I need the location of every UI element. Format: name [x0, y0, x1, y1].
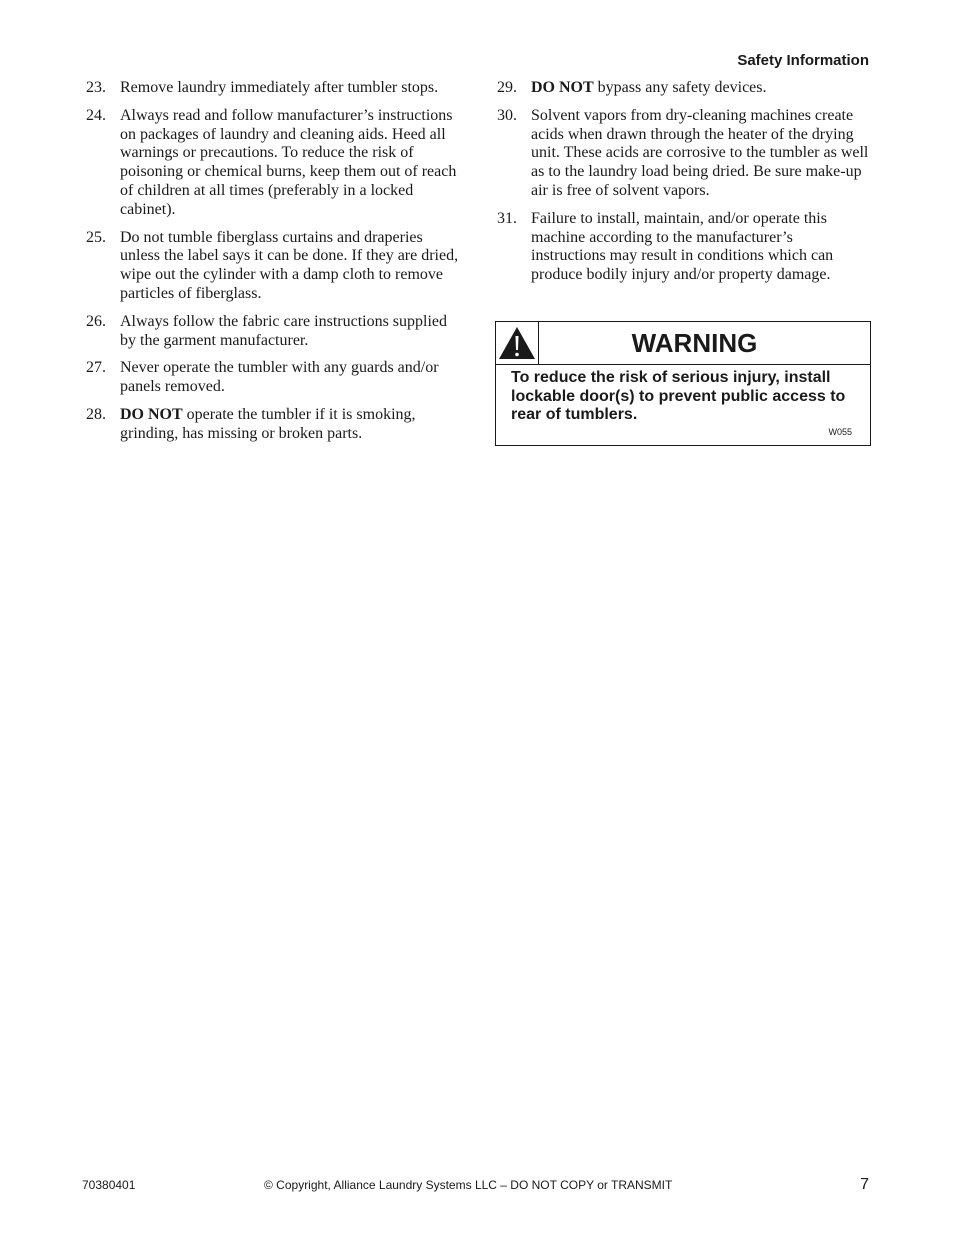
warning-box [495, 321, 871, 446]
item-text: Always read and follow manufacturer’s instructions on packages of laundry and cleaning aids. Heed all warnings or precautions. To reduce the risk of poisoning or chemical burns, keep them out of reach of children at all times (preferably in a locked cabinet). [120, 106, 457, 218]
list-item [86, 107, 462, 220]
item-number: 26. [86, 312, 106, 330]
warning-header [496, 322, 870, 365]
item-text: Do not tumble fiberglass curtains and draperies unless the label says it can be done. If they are dried, wipe out the cylinder with a damp cloth to remove particles of fiberglass. [120, 228, 459, 302]
item-text: DO NOT operate the tumbler if it is smoking, grinding, has missing or broken parts. [120, 405, 416, 442]
list-item [86, 313, 462, 351]
right-column [497, 79, 871, 294]
warning-code: W055 [828, 427, 852, 437]
list-item [86, 79, 462, 98]
item-text: Never operate the tumbler with any guards and/or panels removed. [120, 359, 439, 396]
page-footer [82, 1178, 869, 1194]
item-number: 25. [86, 228, 106, 246]
item-number: 29. [497, 79, 517, 96]
item-text: Failure to install, maintain, and/or operate this machine according to the manufacturer’s instructions may result in conditions which can produce bodily injury and/or property damage. [531, 209, 834, 284]
item-number: 30. [497, 106, 517, 124]
list-item [497, 79, 871, 98]
left-column [86, 79, 462, 453]
list-item [497, 107, 871, 201]
item-text: Solvent vapors from dry-cleaning machines create acids when drawn through the heater of the drying unit. These acids are corrosive to the tumbler as well as to the laundry load being dried. Be sure make-up air is free of solvent vapors. [531, 106, 869, 199]
item-text: Remove laundry immediately after tumbler stops. [120, 79, 439, 96]
warning-title: WARNING [631, 327, 758, 358]
item-number: 27. [86, 359, 106, 377]
section-header: Safety Information [737, 52, 869, 69]
list-item [497, 210, 871, 285]
item-number: 23. [86, 79, 106, 96]
item-text: Always follow the fabric care instructions supplied by the garment manufacturer. [120, 312, 448, 349]
warning-icon-cell [496, 322, 539, 364]
warning-triangle-icon [498, 326, 536, 360]
list-item [86, 229, 462, 304]
item-number: 28. [86, 405, 106, 423]
page-number: 7 [860, 1176, 869, 1193]
warning-text: To reduce the risk of serious injury, install lockable door(s) to prevent public access to rear of tumblers. [511, 369, 846, 424]
copyright-notice: © Copyright, Alliance Laundry Systems LLC – DO NOT COPY or TRANSMIT [264, 1178, 673, 1192]
item-number: 31. [497, 209, 517, 227]
list-item [86, 406, 462, 444]
document-number: 70380401 [82, 1178, 136, 1192]
item-number: 24. [86, 106, 106, 124]
list-item [86, 359, 462, 397]
item-text: DO NOT bypass any safety devices. [531, 79, 767, 96]
